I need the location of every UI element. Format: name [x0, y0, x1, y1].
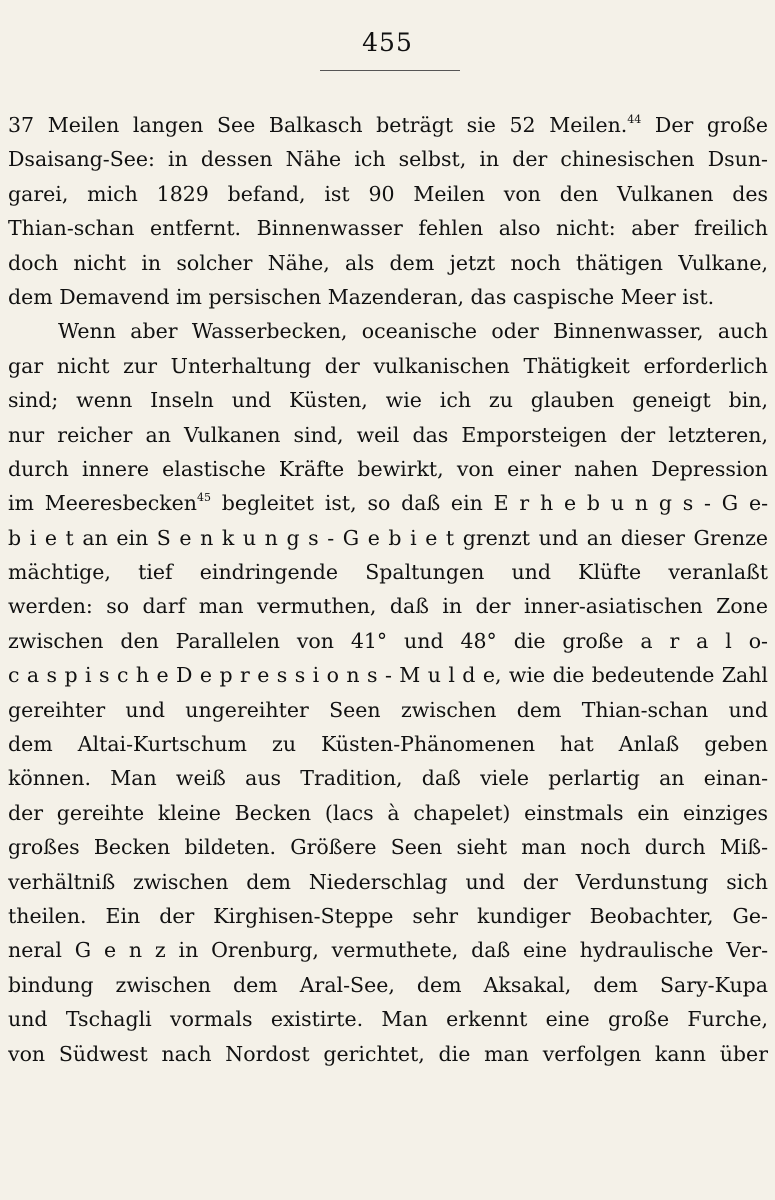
text-line-content: werden: so darf man vermuthen, daß in der inner-asiatischen Zone [8, 594, 768, 619]
text-line [8, 521, 768, 555]
text-line [8, 830, 768, 864]
body-text [8, 108, 768, 1071]
text-line [8, 1037, 768, 1071]
text-line-content: sind; wenn Inseln und Küsten, wie ich zu glauben geneigt bin, [8, 388, 768, 413]
text-line-content: großes Becken bildeten. Größere Seen sieht man noch durch Miß- [8, 835, 768, 860]
text-line [8, 383, 768, 417]
header-rule [320, 70, 460, 71]
text-line [8, 658, 768, 692]
text-line [8, 727, 768, 761]
text-line-content: c a s p i s c h e D e p r e s s i o n s - M u l d e, wie die bedeutende Zahl [8, 663, 768, 688]
text-line-content: 37 Meilen langen See Balkasch beträgt sie 52 Meilen. [8, 113, 628, 137]
text-line [8, 1002, 768, 1036]
text-line-content: nur reicher an Vulkanen sind, weil das Emporsteigen der letzteren, [8, 422, 768, 447]
text-line-content: b i e t an ein S e n k u n g s - G e b i e t grenzt und an dieser Grenze [8, 525, 768, 550]
text-line-content: dem Demavend im persischen Mazenderan, das caspische Meer ist. [8, 284, 715, 309]
text-line-content: zwischen den Parallelen von 41° und 48° die große a r a l o- [8, 628, 768, 653]
text-line-content: mächtige, tief eindringende Spaltungen und Klüfte veranlaßt [8, 560, 768, 585]
text-line [8, 314, 768, 348]
text-line [8, 933, 768, 967]
text-line-content: Thian-schan entfernt. Binnenwasser fehlen also nicht: aber freilich [8, 216, 768, 241]
text-line-continuation: begleitet ist, so daß ein E r h e b u n g s - G e- [211, 491, 768, 516]
text-line [8, 555, 768, 589]
text-line [8, 486, 768, 520]
text-line-content: können. Man weiß aus Tradition, daß viele perlartig an einan- [8, 766, 768, 791]
text-line-content: doch nicht in solcher Nähe, als dem jetzt noch thätigen Vulkane, [8, 250, 768, 275]
text-line-content: theilen. Ein der Kirghisen-Steppe sehr kundiger Beobachter, Ge- [8, 903, 768, 928]
text-line-content: gar nicht zur Unterhaltung der vulkanischen Thätigkeit erforderlich [8, 353, 768, 378]
text-line [8, 589, 768, 623]
text-line-continuation: Der große [641, 113, 768, 137]
text-line-content: und Tschagli vormals existirte. Man erkennt eine große Furche, [8, 1007, 768, 1032]
text-line [8, 624, 768, 658]
text-line-content: im Meeresbecken [8, 491, 197, 516]
text-line-content: bindung zwischen dem Aral-See, dem Aksakal, dem Sary-Kupa [8, 972, 768, 997]
text-line [8, 761, 768, 795]
text-line-content: Wenn aber Wasserbecken, oceanische oder Binnenwasser, auch [58, 319, 768, 344]
text-line [8, 108, 768, 142]
text-line [8, 246, 768, 280]
text-line [8, 418, 768, 452]
text-line-content: garei, mich 1829 befand, ist 90 Meilen von den Vulkanen des [8, 181, 768, 206]
text-line-content: gereihter und ungereihter Seen zwischen dem Thian-schan und [8, 697, 768, 722]
footnote-marker: 44 [627, 113, 642, 126]
text-line [8, 349, 768, 383]
text-line-content: verhältniß zwischen dem Niederschlag und der Verdunstung sich [8, 869, 768, 894]
text-line-content: neral G e n z in Orenburg, vermuthete, daß eine hydraulische Ver- [8, 938, 768, 963]
text-line [8, 899, 768, 933]
page-number: 455 [362, 28, 413, 57]
text-line [8, 968, 768, 1002]
text-line [8, 177, 768, 211]
text-line-content: durch innere elastische Kräfte bewirkt, von einer nahen Depression [8, 456, 768, 481]
text-line [8, 796, 768, 830]
text-line [8, 280, 768, 314]
text-line [8, 142, 768, 176]
footnote-marker: 45 [197, 491, 211, 505]
text-line [8, 865, 768, 899]
text-line-content: von Südwest nach Nordost gerichtet, die man verfolgen kann über [8, 1041, 768, 1066]
text-line-content: Dsaisang-See: in dessen Nähe ich selbst, in der chinesischen Dsun- [8, 147, 768, 172]
text-line [8, 452, 768, 486]
text-line-content: dem Altai-Kurtschum zu Küsten-Phänomenen hat Anlaß geben [8, 732, 768, 757]
text-line-content: der gereihte kleine Becken (lacs à chapelet) einstmals ein einziges [8, 800, 768, 825]
text-line [8, 211, 768, 245]
text-line [8, 693, 768, 727]
